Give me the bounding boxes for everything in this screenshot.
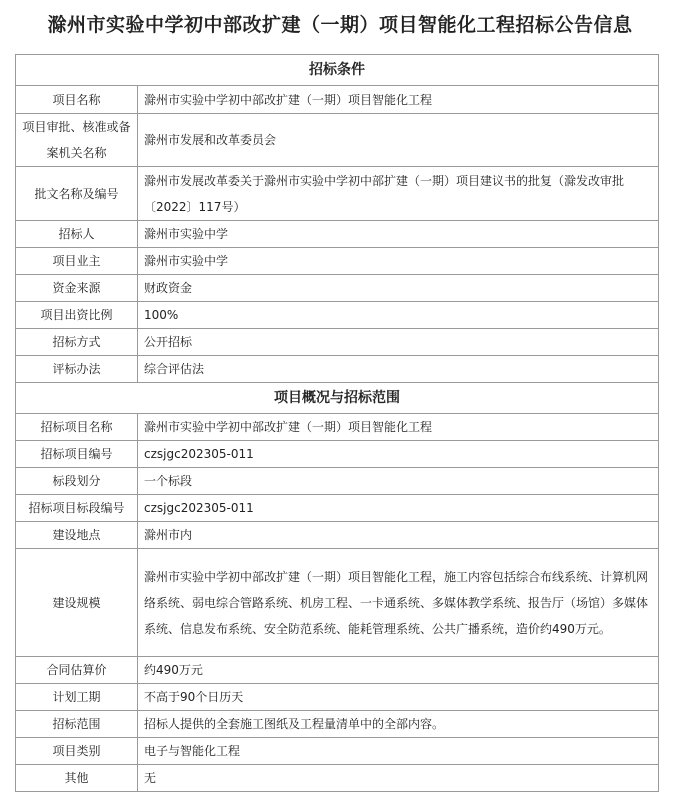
row-label: 招标项目名称: [16, 414, 138, 441]
row-label: 项目审批、核准或备案机关名称: [16, 114, 138, 167]
table-row: [16, 711, 659, 738]
row-label: 建设规模: [16, 549, 138, 657]
row-value: 电子与智能化工程: [138, 738, 659, 765]
table-row: [16, 684, 659, 711]
table-row: [16, 468, 659, 495]
row-value: 滁州市内: [138, 522, 659, 549]
section-header-row: [16, 383, 659, 414]
row-value: 滁州市实验中学初中部改扩建（一期）项目智能化工程: [138, 86, 659, 114]
row-value: 综合评估法: [138, 356, 659, 383]
table-row: [16, 167, 659, 221]
row-value: 滁州市发展改革委关于滁州市实验中学初中部扩建（一期）项目建议书的批复（滁发改审批〔2022〕117号）: [138, 167, 659, 221]
row-label: 标段划分: [16, 468, 138, 495]
row-value: 财政资金: [138, 275, 659, 302]
table-row: [16, 657, 659, 684]
table-row: [16, 302, 659, 329]
row-label: 招标项目标段编号: [16, 495, 138, 522]
row-value: 滁州市实验中学初中部改扩建（一期）项目智能化工程: [138, 414, 659, 441]
row-value: czsjgc202305-011: [138, 495, 659, 522]
row-label: 建设地点: [16, 522, 138, 549]
table-row: [16, 221, 659, 248]
row-value: 滁州市实验中学: [138, 221, 659, 248]
table-row: [16, 522, 659, 549]
row-value: 无: [138, 765, 659, 792]
row-label: 招标人: [16, 221, 138, 248]
row-label: 计划工期: [16, 684, 138, 711]
table-row: [16, 248, 659, 275]
row-value: 100%: [138, 302, 659, 329]
row-value: 滁州市发展和改革委员会: [138, 114, 659, 167]
row-value: 一个标段: [138, 468, 659, 495]
table-row: [16, 329, 659, 356]
row-value: 招标人提供的全套施工图纸及工程量清单中的全部内容。: [138, 711, 659, 738]
table-row: [16, 441, 659, 468]
row-label: 项目出资比例: [16, 302, 138, 329]
row-value: 滁州市实验中学: [138, 248, 659, 275]
row-value: 滁州市实验中学初中部改扩建（一期）项目智能化工程，施工内容包括综合布线系统、计算机网络系统、弱电综合管路系统、机房工程、一卡通系统、多媒体教学系统、报告厅（场馆）多媒体系统、信息发布系统、安全防范系统、能耗管理系统、公共广播系统，造价约490万元。: [138, 549, 659, 657]
table-row: [16, 414, 659, 441]
table-row: [16, 356, 659, 383]
row-value: 不高于90个日历天: [138, 684, 659, 711]
row-label: 其他: [16, 765, 138, 792]
document-title: 滁州市实验中学初中部改扩建（一期）项目智能化工程招标公告信息: [47, 14, 633, 36]
row-label: 项目类别: [16, 738, 138, 765]
row-value: 约490万元: [138, 657, 659, 684]
row-value: czsjgc202305-011: [138, 441, 659, 468]
table-row: [16, 495, 659, 522]
row-label: 评标办法: [16, 356, 138, 383]
row-label: 招标项目编号: [16, 441, 138, 468]
tender-info-table: [15, 54, 659, 792]
table-row: [16, 275, 659, 302]
row-label: 资金来源: [16, 275, 138, 302]
table-row: [16, 738, 659, 765]
table-row: [16, 86, 659, 114]
row-label: 项目名称: [16, 86, 138, 114]
row-label: 批文名称及编号: [16, 167, 138, 221]
row-value: 公开招标: [138, 329, 659, 356]
table-row: [16, 765, 659, 792]
table-row: [16, 114, 659, 167]
row-label: 招标方式: [16, 329, 138, 356]
table-row: [16, 549, 659, 657]
section-heading-tender-conditions: 招标条件: [16, 55, 659, 86]
section-header-row: [16, 55, 659, 86]
row-label: 项目业主: [16, 248, 138, 275]
row-label: 合同估算价: [16, 657, 138, 684]
section-heading-project-overview: 项目概况与招标范围: [16, 383, 659, 414]
row-label: 招标范围: [16, 711, 138, 738]
